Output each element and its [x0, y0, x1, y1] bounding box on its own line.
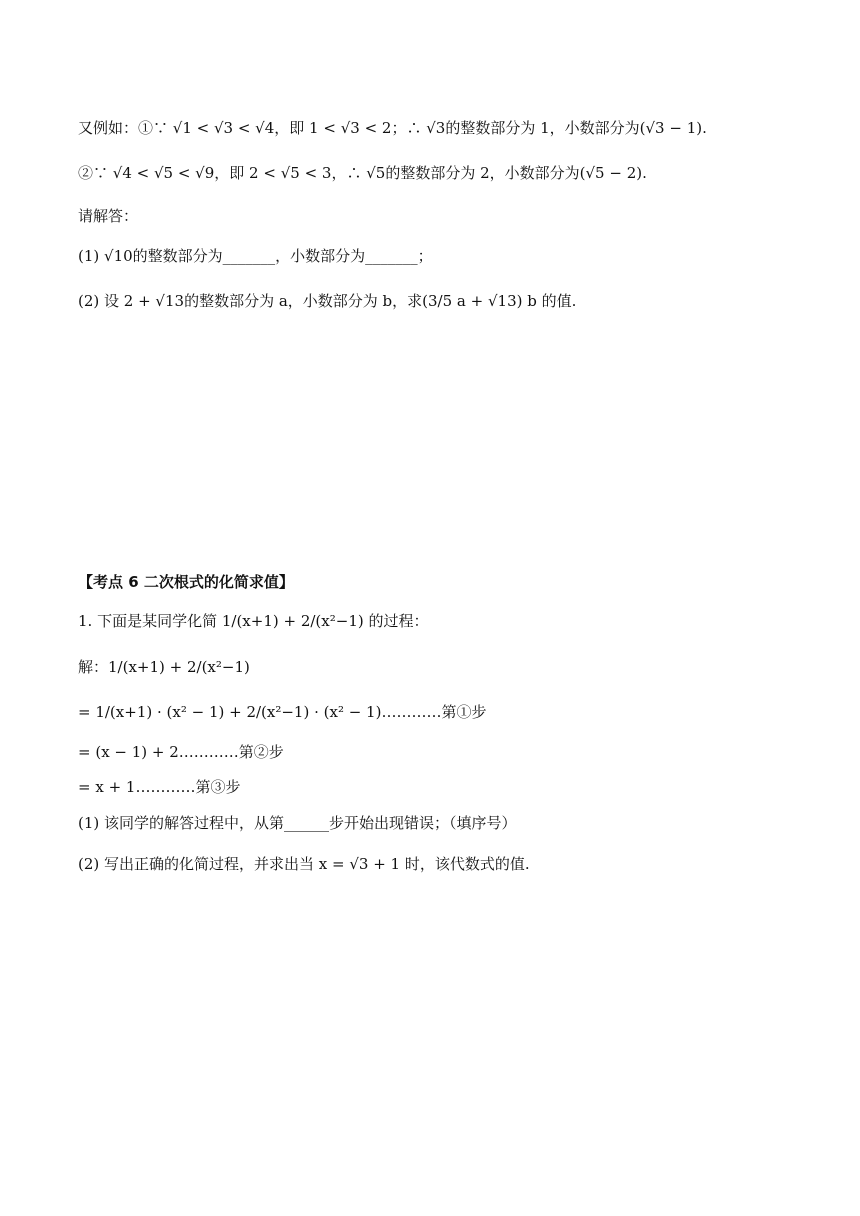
section-heading: 【考点 6 二次根式的化简求值】: [78, 573, 294, 591]
solution-step-2: = (x − 1) + 2…………第②步: [78, 743, 284, 761]
prompt-text: 请解答：: [78, 207, 139, 225]
example-line-1: 又例如：①∵ √1 < √3 < √4，即 1 < √3 < 2；∴ √3的整数部分为 1，小数部分为(√3 − 1).: [78, 119, 707, 137]
example-line-2: ②∵ √4 < √5 < √9，即 2 < √5 < 3，∴ √5的整数部分为 2，小数部分为(√5 − 2).: [78, 164, 647, 182]
question-2: (2) 设 2 + √13的整数部分为 a，小数部分为 b，求(3/5 a + √13) b 的值.: [78, 292, 577, 310]
solution-step-3: = x + 1…………第③步: [78, 778, 241, 796]
solution-label: 解：1/(x+1) + 2/(x²−1): [78, 658, 250, 676]
question-1: (1) √10的整数部分为_______，小数部分为_______；: [78, 247, 433, 265]
solution-step-1: = 1/(x+1) · (x² − 1) + 2/(x²−1) · (x² − 1)…………第①步: [78, 703, 487, 721]
problem-intro: 1. 下面是某同学化简 1/(x+1) + 2/(x²−1) 的过程：: [78, 612, 429, 630]
sub-question-2: (2) 写出正确的化简过程，并求出当 x = √3 + 1 时，该代数式的值.: [78, 855, 530, 873]
sub-question-1: (1) 该同学的解答过程中，从第______步开始出现错误；（填序号）: [78, 814, 517, 832]
